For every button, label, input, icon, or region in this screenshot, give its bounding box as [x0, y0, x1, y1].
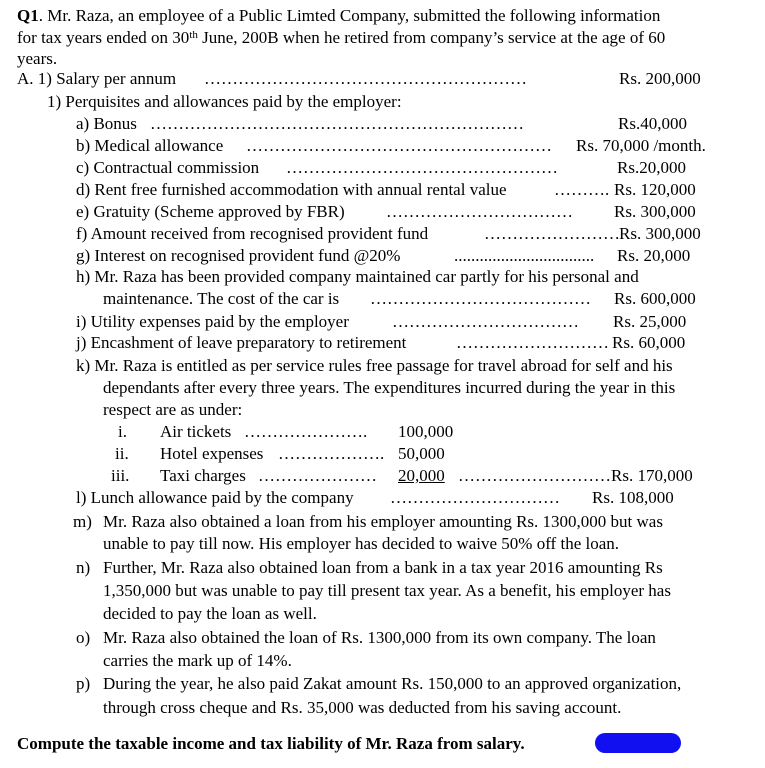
redaction-mark	[595, 733, 681, 753]
item-p-letter: p)	[76, 674, 91, 693]
item-a-label: a) Bonus	[76, 114, 137, 133]
item-m-letter: m)	[73, 512, 92, 531]
question-intro-line-2: for tax years ended on 30th June, 200B when he retired from company’s service at the age of 60	[17, 28, 666, 47]
item-j-label: j) Encashment of leave preparatory to retirement	[76, 333, 407, 352]
item-k-line-1: k) Mr. Raza is entitled as per service rules free passage for travel abroad for self and his	[76, 356, 673, 375]
k-sub-num-3: iii.	[111, 466, 130, 485]
item-j-value: Rs. 60,000	[612, 333, 686, 352]
k-sub-label-2: Hotel expenses	[160, 444, 264, 463]
item-c-value: Rs.20,000	[617, 158, 686, 177]
item-b-label: b) Medical allowance	[76, 136, 224, 155]
perquisites-heading: 1) Perquisites and allowances paid by the employer:	[47, 92, 402, 111]
item-p-line-2: through cross cheque and Rs. 35,000 was deducted from his saving account.	[103, 698, 622, 717]
item-l-leader: …………………………	[390, 488, 560, 507]
k-total-value: Rs. 170,000	[611, 466, 693, 485]
salary-value: Rs. 200,000	[619, 69, 701, 88]
k-total-leader: ………………………	[458, 466, 611, 485]
item-i-label: i) Utility expenses paid by the employer	[76, 312, 349, 331]
item-g-leader: .................................	[454, 246, 595, 265]
item-a-leader: …………………………………………………………	[150, 114, 524, 133]
item-c-label: c) Contractual commission	[76, 158, 260, 177]
k-sub-value-3: 20,000	[398, 466, 445, 485]
item-n-line-2: 1,350,000 but was unable to pay till present tax year. As a benefit, his employer has	[103, 581, 671, 600]
item-g-label: g) Interest on recognised provident fund @20%	[76, 246, 401, 265]
item-a-value: Rs.40,000	[618, 114, 687, 133]
item-h-value: Rs. 600,000	[614, 289, 696, 308]
item-g-value: Rs. 20,000	[617, 246, 691, 265]
k-sub-label-1: Air tickets	[160, 422, 232, 441]
item-h-line-2: maintenance. The cost of the car is	[103, 289, 340, 308]
k-sub-num-1: i.	[118, 422, 127, 441]
item-h-leader: …………………………………	[370, 289, 591, 308]
k-sub-leader-3: …………………	[258, 466, 377, 485]
item-n-line-3: decided to pay the loan as well.	[103, 604, 317, 623]
item-d-value: Rs. 120,000	[614, 180, 696, 199]
item-m-line-2: unable to pay till now. His employer has decided to waive 50% off the loan.	[103, 534, 620, 553]
item-c-leader: …………………………………………	[286, 158, 558, 177]
item-e-label: e) Gratuity (Scheme approved by FBR)	[76, 202, 345, 221]
item-b-leader: ………………………………………………	[246, 136, 552, 155]
question-intro-line-3: years.	[17, 49, 58, 68]
k-sub-value-2: 50,000	[398, 444, 445, 463]
item-o-letter: o)	[76, 628, 91, 647]
item-h-line-1: h) Mr. Raza has been provided company maintained car partly for his personal and	[76, 267, 639, 286]
item-e-leader: ……………………………	[386, 202, 573, 221]
item-f-value: Rs. 300,000	[619, 224, 701, 243]
item-i-leader: ……………………………	[392, 312, 579, 331]
item-j-leader: ………………………	[456, 333, 609, 352]
item-f-label: f) Amount received from recognised provident fund	[76, 224, 429, 243]
item-m-line-1: Mr. Raza also obtained a loan from his employer amounting Rs. 1300,000 but was	[103, 512, 663, 531]
item-k-line-2: dependants after every three years. The expenditures incurred during the year in this	[103, 378, 676, 397]
k-sub-leader-2: ……………….	[278, 444, 385, 463]
item-l-value: Rs. 108,000	[592, 488, 674, 507]
item-b-value: Rs. 70,000 /month.	[576, 136, 706, 155]
question-intro-line-1: Q1. Mr. Raza, an employee of a Public Limted Company, submitted the following information	[17, 6, 661, 25]
item-d-leader: ……….	[554, 180, 610, 199]
item-o-line-2: carries the mark up of 14%.	[103, 651, 292, 670]
item-n-letter: n)	[76, 558, 91, 577]
item-f-leader: ……………………	[484, 224, 620, 243]
item-k-line-3: respect are as under:	[103, 400, 243, 419]
item-n-line-1: Further, Mr. Raza also obtained loan from a bank in a tax year 2016 amounting Rs	[103, 558, 663, 577]
k-sub-value-1: 100,000	[398, 422, 454, 441]
salary-label: A. 1) Salary per annum	[17, 69, 177, 88]
footer-instruction: Compute the taxable income and tax liability of Mr. Raza from salary.	[17, 734, 525, 753]
item-i-value: Rs. 25,000	[613, 312, 687, 331]
item-p-line-1: During the year, he also paid Zakat amount Rs. 150,000 to an approved organization,	[103, 674, 682, 693]
item-d-label: d) Rent free furnished accommodation with annual rental value	[76, 180, 507, 199]
item-e-value: Rs. 300,000	[614, 202, 696, 221]
item-o-line-1: Mr. Raza also obtained the loan of Rs. 1300,000 from its own company. The loan	[103, 628, 656, 647]
item-l-label: l) Lunch allowance paid by the company	[76, 488, 354, 507]
salary-leader: …………………………………………………	[204, 69, 527, 88]
k-sub-label-3: Taxi charges	[160, 466, 246, 485]
k-sub-num-2: ii.	[115, 444, 129, 463]
question-number: Q1	[17, 6, 39, 25]
k-sub-leader-1: ………………….	[244, 422, 368, 441]
